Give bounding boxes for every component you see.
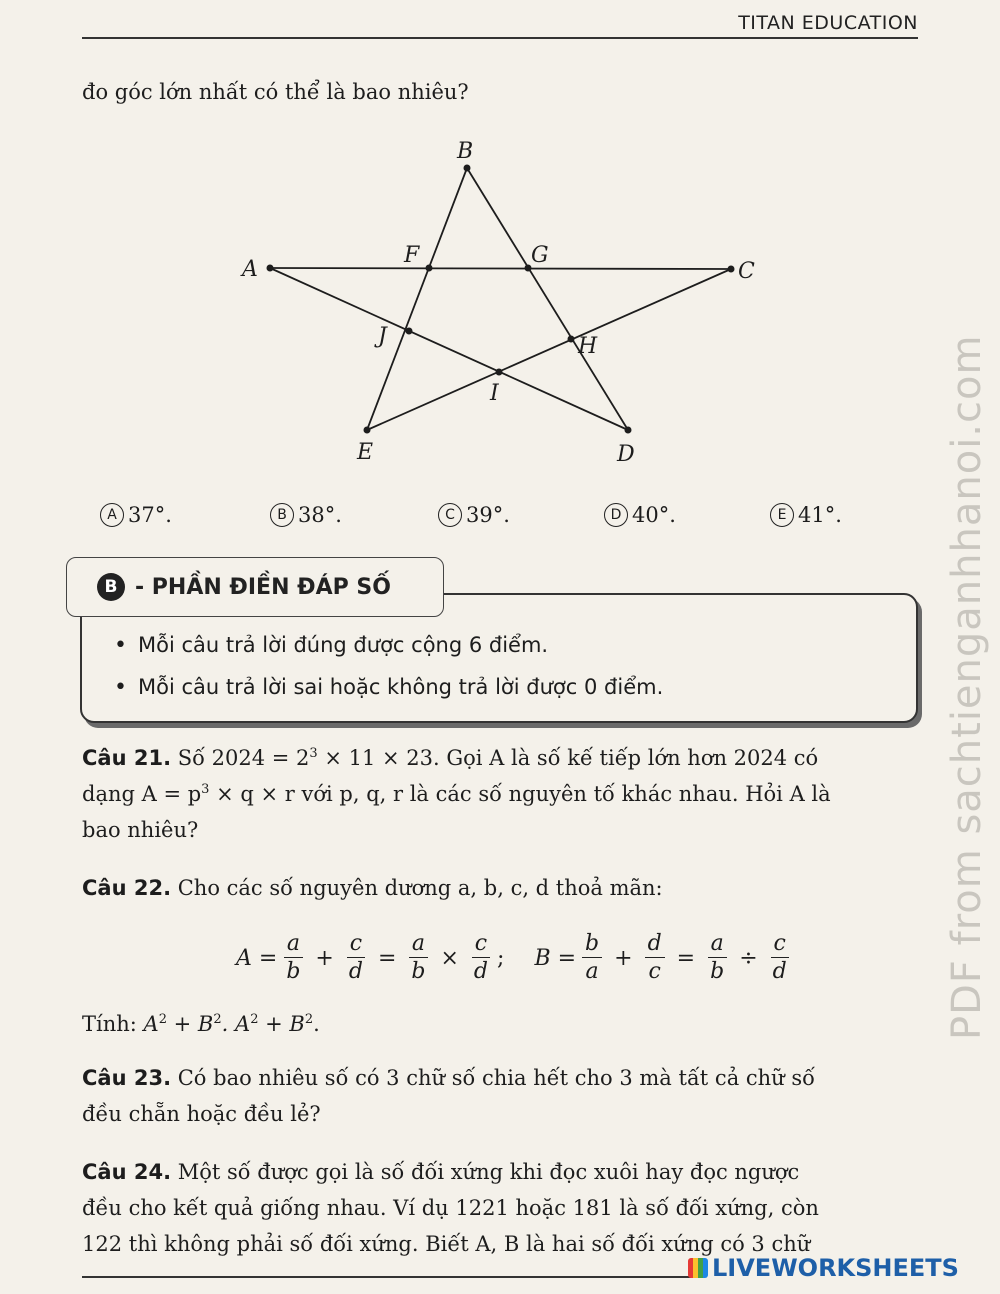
point-b xyxy=(464,165,471,172)
segment-bd xyxy=(467,168,628,430)
point-f xyxy=(426,265,433,272)
question-21-label: Câu 21. xyxy=(82,746,172,770)
label-b: B xyxy=(457,139,474,164)
point-h xyxy=(568,336,575,343)
label-f: F xyxy=(404,243,420,268)
question-22-label: Câu 22. xyxy=(82,876,172,900)
intro-text: đo góc lớn nhất có thể là bao nhiêu? xyxy=(82,80,469,104)
question-21-line-3: bao nhiêu? xyxy=(82,818,199,842)
label-a: A xyxy=(242,257,258,282)
option-c-letter: C xyxy=(438,503,462,527)
watermark: PDF from sachtienganhhanoi.com xyxy=(944,334,990,1040)
question-22 xyxy=(82,870,920,906)
calc-prefix: Tính: xyxy=(82,1012,144,1036)
liveworksheets-logo-text: LIVEWORKSHEETS xyxy=(712,1254,959,1282)
header-title: TITAN EDUCATION xyxy=(738,12,918,34)
point-c xyxy=(728,266,735,273)
question-24 xyxy=(82,1154,920,1262)
fraction: $\frac{a}{b}$ xyxy=(283,931,303,986)
header-rule xyxy=(82,37,918,39)
point-d xyxy=(625,427,632,434)
option-a[interactable] xyxy=(100,503,172,527)
operator: × xyxy=(440,945,459,971)
option-b-value: 38°. xyxy=(298,503,342,527)
question-23 xyxy=(82,1060,920,1132)
question-21-line-2 xyxy=(82,776,920,812)
operator: + xyxy=(315,945,334,971)
option-b-letter: B xyxy=(270,503,294,527)
segment-ad xyxy=(270,268,628,430)
liveworksheets-logo-icon xyxy=(688,1258,708,1278)
question-24-text: 122 thì không phải số đối xứng. Biết A, B là hai số đối xứng có 3 chữ xyxy=(82,1232,811,1256)
option-a-value: 37°. xyxy=(128,503,172,527)
question-22-calc: Tính: $A^2 + B^2$. $A^2 + B^2$. xyxy=(82,1012,320,1036)
option-d-letter: D xyxy=(604,503,628,527)
point-i xyxy=(496,369,503,376)
fraction: $\frac{c}{d}$ xyxy=(346,931,366,986)
fraction: $\frac{d}{c}$ xyxy=(645,931,665,986)
option-b[interactable] xyxy=(270,503,342,527)
segment-ec xyxy=(367,269,731,430)
question-22-text: Cho các số nguyên dương a, b, c, d thoả mãn: xyxy=(177,876,663,900)
exponent: 3 xyxy=(201,782,210,797)
question-24-text: Một số được gọi là số đối xứng khi đọc xuôi hay đọc ngược xyxy=(177,1160,800,1184)
question-24-text: đều cho kết quả giống nhau. Ví dụ 1221 hoặc 181 là số đối xứng, còn xyxy=(82,1196,819,1220)
exponent: 3 xyxy=(309,746,318,761)
fraction: $\frac{a}{b}$ xyxy=(408,931,428,986)
question-23-text: Có bao nhiêu số có 3 chữ số chia hết cho 3 mà tất cả chữ số xyxy=(177,1066,815,1090)
question-21-text: × q × r với p, q, r là các số nguyên tố khác nhau. Hỏi A là xyxy=(209,782,831,806)
label-i: I xyxy=(490,381,499,406)
point-e xyxy=(364,427,371,434)
option-c-value: 39°. xyxy=(466,503,510,527)
option-e-letter: E xyxy=(770,503,794,527)
question-24-label: Câu 24. xyxy=(82,1160,172,1184)
option-e[interactable] xyxy=(770,503,842,527)
fraction: $\frac{a}{b}$ xyxy=(707,931,727,986)
segment-ac xyxy=(270,268,731,269)
option-d-value: 40°. xyxy=(632,503,676,527)
point-j xyxy=(406,328,413,335)
separator: ; xyxy=(497,945,505,971)
question-21-line-1 xyxy=(82,740,920,776)
answer-options xyxy=(100,503,900,543)
label-e: E xyxy=(357,440,374,465)
label-j: J xyxy=(378,324,387,349)
section-header xyxy=(66,557,444,617)
formula-a-label: A = xyxy=(236,945,278,971)
question-21-text: dạng A = p xyxy=(82,782,202,806)
question-23-label: Câu 23. xyxy=(82,1066,172,1090)
rule-item: • Mỗi câu trả lời đúng được cộng 6 điểm. xyxy=(138,633,548,657)
label-c: C xyxy=(738,259,755,284)
liveworksheets-logo[interactable] xyxy=(688,1254,959,1282)
question-21-text: Số 2024 = 2 xyxy=(177,746,310,770)
option-a-letter: A xyxy=(100,503,124,527)
fraction: $\frac{c}{d}$ xyxy=(770,931,790,986)
rule-item: • Mỗi câu trả lời sai hoặc không trả lời được 0 điểm. xyxy=(138,675,663,699)
point-a xyxy=(267,265,274,272)
section-badge: B xyxy=(97,573,125,601)
operator: ÷ xyxy=(739,945,758,971)
option-e-value: 41°. xyxy=(798,503,842,527)
fraction: $\frac{b}{a}$ xyxy=(582,931,602,986)
question-23-text: đều chẵn hoặc đều lẻ? xyxy=(82,1102,321,1126)
question-21 xyxy=(82,740,920,848)
label-d: D xyxy=(617,442,635,467)
operator: + xyxy=(614,945,633,971)
footer-rule xyxy=(82,1276,702,1278)
fraction: $\frac{c}{d}$ xyxy=(471,931,491,986)
segment-be xyxy=(367,168,467,430)
option-c[interactable] xyxy=(438,503,510,527)
label-h: H xyxy=(578,334,598,359)
operator: = xyxy=(377,945,397,971)
label-g: G xyxy=(531,243,549,268)
section-title: - PHẦN ĐIỀN ĐÁP SỐ xyxy=(135,574,391,600)
operator: = xyxy=(676,945,696,971)
question-21-text: × 11 × 23. Gọi A là số kế tiếp lớn hơn 2024 có xyxy=(317,746,819,770)
option-d[interactable] xyxy=(604,503,676,527)
point-g xyxy=(525,265,532,272)
question-22-formula xyxy=(236,925,796,991)
formula-b-label: B = xyxy=(534,945,577,971)
